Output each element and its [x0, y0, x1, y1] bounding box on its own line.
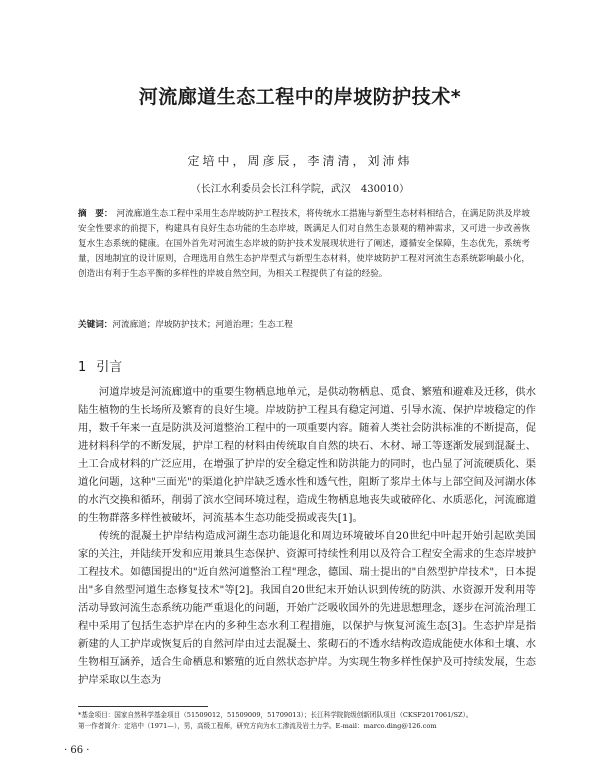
abstract: [78, 207, 530, 282]
section-title: 引言: [96, 360, 123, 375]
section-number: 1: [78, 360, 87, 375]
keywords: [78, 318, 530, 333]
affiliation: （长江水利委员会长江科学院，武汉 430010）: [190, 184, 410, 195]
paper-title: 河流廊道生态工程中的岸坡防护技术*: [138, 86, 462, 108]
paragraph: 传统的混凝土护岸结构造成河湖生态功能退化和周边环境破坏自20世纪中叶起开始引起欧美国家的关注，并陆续开发和应用兼具生态保护、资源可持续性利用以及符合工程安全需求的生态岸坡护工程技术。如德国提出的"近自然河道整治工程"理念，德国、瑞士提出的"自然型护岸技术"，日本提出"多自然型河道生态修复技术"等[2]。我国自20世纪末开始认识到传统的防洪、水资源开发利用等活动导致河流生态系统功能严重退化的问题，开始广泛吸收国外的先进思想理念，逐步在河流治理工程中采用了包括生态护岸在内的多种生态水利工程措施，以保护与恢复河流生态[3]。生态护岸是指新建的人工护岸或恢复后的自然河岸由过去混凝土、浆砌石的不透水结构改造成能使水体和土壤、水生物相互涵养，适合生命栖息和繁殖的近自然状态护岸。为实现生物多样性保护及可持续发展，生态护岸采取以生态为: [78, 530, 536, 686]
abstract-label: 摘 要：: [78, 209, 113, 219]
page-number: · 66 ·: [64, 745, 90, 756]
footnote: [78, 710, 538, 732]
footnote-divider: [78, 706, 208, 707]
footnote-fund: *基金项目：国家自然科学基金项目（51509012，51509009，51709013）；长江科学院院级创新团队项目（CKSF2017061/SZ）。: [78, 711, 473, 719]
author-list: 定培中，周彦辰，李清清，刘沛炜: [187, 154, 413, 168]
abstract-text: 河流廊道生态工程中采用生态岸坡防护工程技术，将传统水工措施与新型生态材料相结合，在满足防洪及岸坡安全性要求的前提下，构建具有良好生态功能的生态岸坡，既满足人们对自然生态景观的精神需求，又可进一步改善恢复水生态系统的健康。在国外首先对河流生态岸坡的防护技术发展现状进行了阐述，遵循安全保障，生态优先，系统考量，因地制宜的设计原则，合理选用自然生态护岸型式与新型生态材料，使岸坡防护工程对河流生态系统影响最小化，创造出有利于生态平衡的多样性的岸坡自然空间，为相关工程提供了有益的经验。: [78, 209, 530, 279]
section-heading: [78, 356, 122, 375]
footnote-author: 第一作者简介：定培中（1971—），男，高级工程师，研究方向为水工渗流及岩土力学。E-mail：marco.ding@126.com: [78, 722, 437, 730]
paragraph: 河道岸坡是河流廊道中的重要生物栖息地单元，是供动物栖息、觅食、繁殖和避难及迁移，供水陆生植物的生长场所及繁育的良好生境。岸坡防护工程具有稳定河道、引导水流、保护岸坡稳定的作用，数千年来一直是防洪及河道整治工程中的一项重要内容。随着人类社会防洪标准的不断提高，促进材料科学的不断发展，护岸工程的材料由传统取自自然的块石、木材、埽工等逐渐发展到混凝土、土工合成材料的广泛应用，在增强了护岸的安全稳定性和防洪能力的同时，也凸显了河流硬质化、渠道化问题，这种"三面光"的渠道化护岸缺乏透水性和透气性，阻断了浆岸土体与上部空间及河湖水体的水汽交换和循环，削弱了滨水空间环境过程，造成生物栖息地丧失或破碎化、水质恶化，河流廊道的生物群落多样性被破坏，河流基本生态功能受损或丧失[1]。: [78, 386, 536, 524]
keywords-label: 关键词：: [78, 320, 113, 330]
body-text: [78, 383, 536, 689]
keywords-text: 河流廊道；岸坡防护技术；河道治理；生态工程: [112, 320, 293, 330]
